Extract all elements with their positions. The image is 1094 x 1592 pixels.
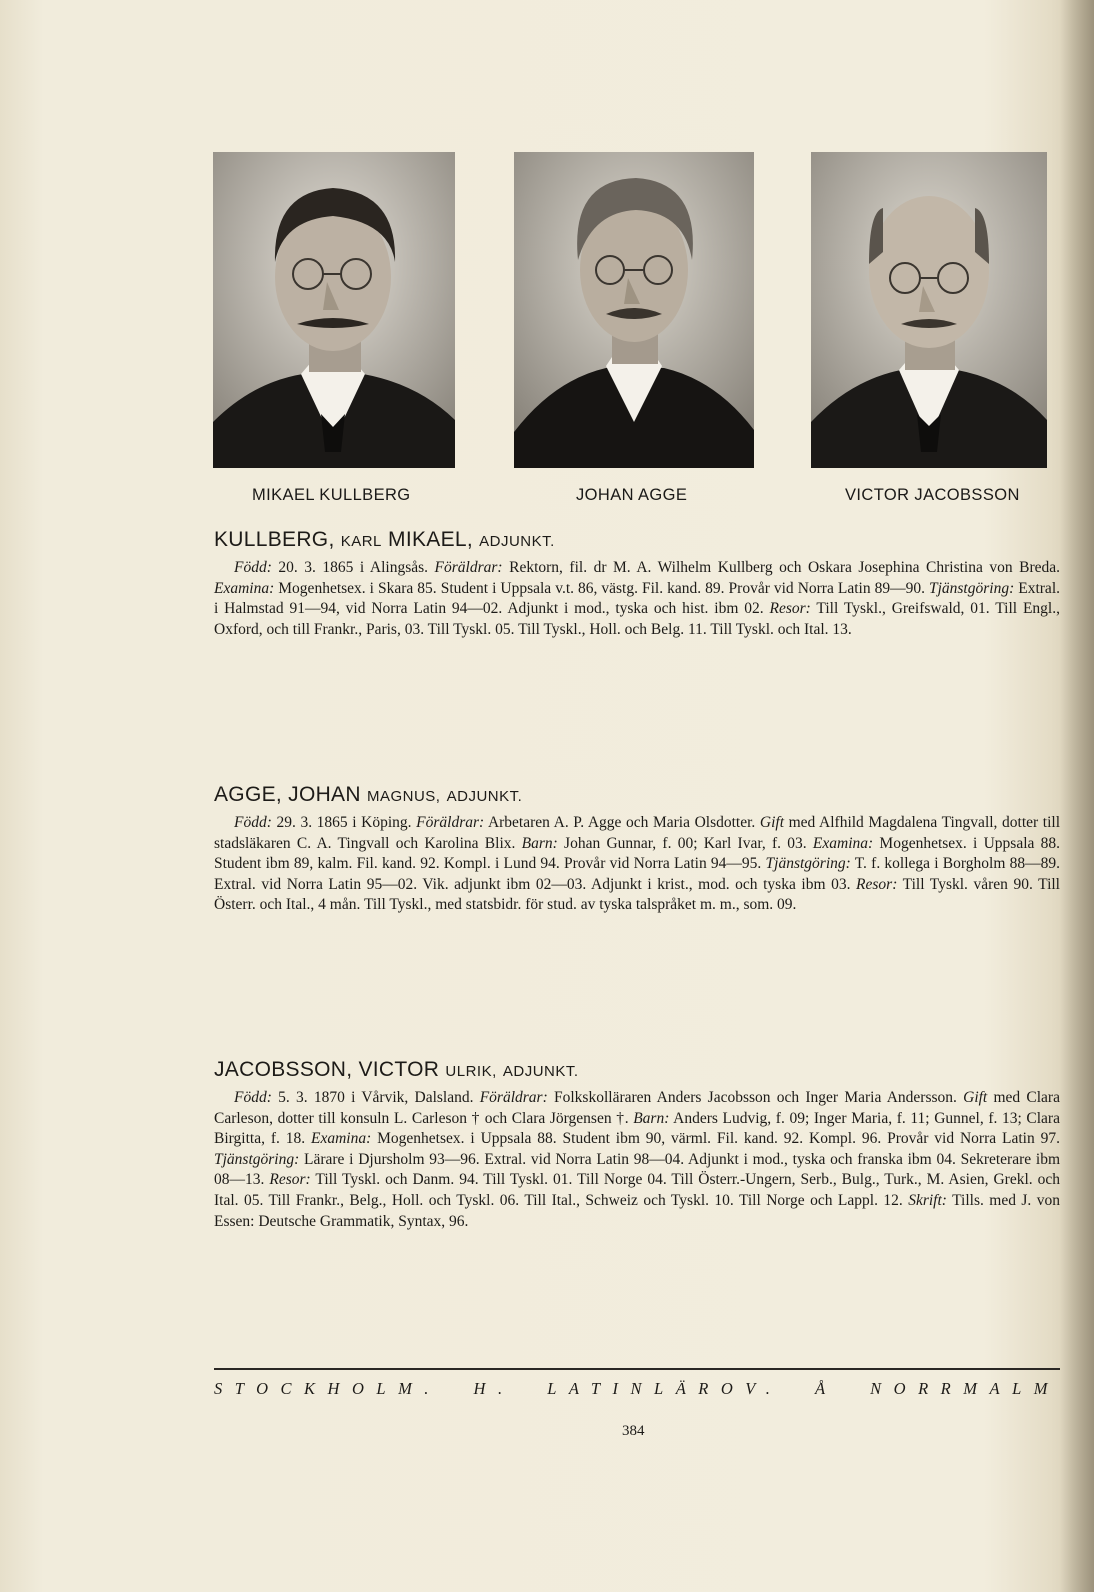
field-label: Resor: [269,1171,311,1189]
field-label: Gift [963,1089,988,1106]
footer-word: Å [814,1379,838,1398]
field-label: Skrift: [908,1191,947,1209]
field-label: Gift [759,814,785,831]
field-text: Anders Ludvig, f. 09; Inger Maria, f. 11; Gunnel, f. 13; Clara Birgitta, f. 18. [214,1109,1060,1148]
running-footer [214,1379,1060,1399]
field-label: Född: [234,559,272,576]
field-label: Föräldrar: [434,559,503,576]
field-label: Tjänstgöring: [214,1150,300,1168]
portrait-caption-kullberg: MIKAEL KULLBERG [252,486,411,504]
entry-given-name: ULRIK, [445,1063,497,1080]
footer-word: STOCKHOLM. [214,1379,441,1398]
biography-entry-kullberg [214,528,1060,640]
field-text: med Clara Carleson, dotter till konsuln L. Carleson † och Clara Jörgensen †. [214,1089,1060,1127]
field-label: Resor: [769,600,811,618]
field-text: Till Tyskl. och Danm. 94. Till Tyskl. 01. Till Norge 04. Till Österr.-Ungern, Serb., Bulg., Turk., M. Asien, Grekl. och Ital. 05. Till Frankr., Belg., Holl. och Tyskl. 06. Till Ital., Schweiz och Tyskl. 10. Till Norge och Lappl. 12. [214,1171,1061,1209]
field-label: Examina: [214,579,275,597]
biography-entry-jacobsson [214,1058,1060,1232]
field-text: 29. 3. 1865 i Köping. [271,814,417,831]
entry-given-name-2: MIKAEL, [381,528,480,551]
portrait-photo-agge [514,152,754,468]
field-text: Rektorn, fil. dr M. A. Wilhelm Kullberg och Oskara Josephina Christina von Breda. [502,559,1061,576]
field-text: Tills. med J. von Essen: Deutsche Grammatik, Syntax, 96. [214,1191,1060,1230]
footer-divider [214,1368,1060,1370]
entry-name: AGGE, JOHAN [214,783,367,806]
entry-role: ADJUNKT. [479,533,555,550]
entry-biography [214,813,1060,916]
footer-word: LATINLÄROV. [547,1379,783,1398]
field-label: Född: [234,1089,272,1106]
field-text: Lärare i Djursholm 93—96. Extral. vid Norra Latin 98—04. Adjunkt i mod., tyska och franska ibm 04. Sekreterare ibm 08—13. [214,1150,1060,1189]
field-text: Till Tyskl. våren 90. Till Österr. och Ital., 4 mån. Till Tyskl., med statsbidr. för stud. av tyska talspråket m. m., som. 09. [214,875,1060,914]
field-text: Extral. i Halmstad 91—94, vid Norra Latin 94—02. Adjunkt i mod., tyska och hist. ibm 02. [214,579,1060,618]
entry-given-name: MAGNUS, [366,788,441,805]
field-label: Resor: [856,875,898,893]
footer-word: NORRMALM [870,1379,1060,1398]
entry-name: KULLBERG, [214,528,341,551]
portrait-photo-kullberg [213,152,455,468]
field-label: Examina: [812,834,874,852]
field-text: Mogenhetsex. i Uppsala 88. Student ibm 90, värml. Fil. kand. 92. Kompl. 96. Provår vid Norra Latin 97. [371,1130,1060,1148]
field-text: 5. 3. 1870 i Vårvik, Dalsland. [271,1089,480,1106]
field-text: Mogenhetsex. i Skara 85. Student i Uppsala v.t. 86, västg. Fil. kand. 89. Provår vid Norra Latin 89—90. [274,579,929,597]
portrait-caption-agge: JOHAN AGGE [576,486,688,504]
page-edge-shadow [1060,0,1094,1592]
entry-role: ADJUNKT. [446,788,523,805]
entry-heading [214,528,1060,552]
field-label: Tjänstgöring: [928,579,1015,597]
field-label: Tjänstgöring: [765,855,851,873]
field-text: 20. 3. 1865 i Alingsås. [271,559,435,576]
entry-heading [214,783,1060,807]
field-text: T. f. kollega i Borgholm 88—89. Extral. vid Norra Latin 95—02. Vik. adjunkt ibm 02—03. Adjunkt i krist., mod. och tyska ibm 03. [214,855,1060,893]
field-text: Till Tyskl., Greifswald, 01. Till Engl., Oxford, och till Frankr., Paris, 03. Till Tyskl. 05. Till Tyskl., Holl. och Belg. 11. Till Tyskl. och Ital. 13. [214,600,1060,638]
entry-biography [214,558,1060,640]
field-label: Barn: [633,1109,670,1127]
entry-name: JACOBSSON, VICTOR [214,1058,446,1081]
portrait-caption-jacobsson: VICTOR JACOBSSON [845,486,1020,504]
footer-word: H. [473,1379,515,1398]
biography-entry-agge [214,783,1060,916]
entry-biography [214,1088,1060,1232]
field-text: Folkskolläraren Anders Jacobsson och Inger Maria Andersson. [547,1089,964,1106]
field-text: Mogenhetsex. i Uppsala 88. Student ibm 89, kalm. Fil. kand. 92. Kompl. i Lund 94. Provår vid Norra Latin 94—95. [214,834,1061,873]
field-label: Född: [234,814,272,831]
field-text: med Alfhild Magdalena Tingvall, dotter till stadsläkaren C. A. Tingvall och Karolina Blix. [214,814,1060,852]
field-label: Examina: [311,1130,372,1148]
page-number: 384 [622,1423,645,1439]
field-label: Föräldrar: [416,814,485,831]
entry-role: ADJUNKT. [502,1063,579,1080]
field-text: Johan Gunnar, f. 00; Karl Ivar, f. 03. [557,834,813,852]
portrait-photo-jacobsson [811,152,1047,468]
field-text: Arbetaren A. P. Agge och Maria Olsdotter. [484,814,760,831]
field-label: Föräldrar: [479,1089,548,1106]
field-label: Barn: [521,834,558,852]
entry-given-name: KARL [340,533,382,550]
entry-heading [214,1058,1060,1082]
